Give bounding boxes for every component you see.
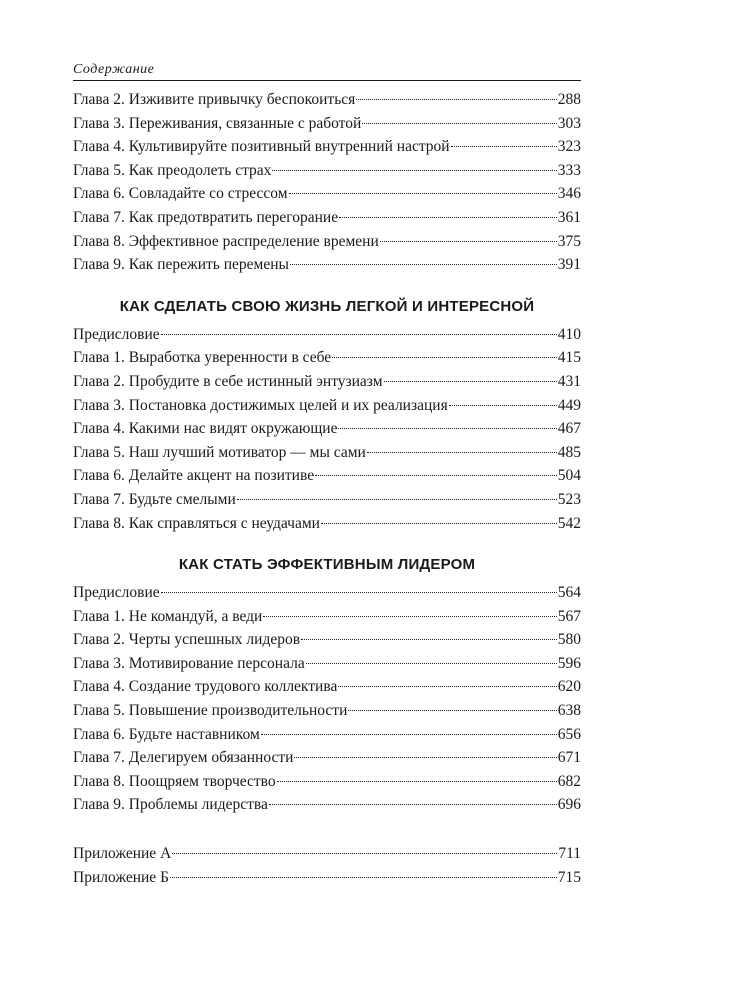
dot-leader [315, 475, 557, 476]
toc-entry-title: Глава 7. Как предотвратить перегорание [73, 208, 339, 226]
dot-leader [261, 734, 557, 735]
toc-entry-page: 564 [557, 584, 581, 602]
toc-entry-title: Глава 3. Переживания, связанные с работой [73, 114, 362, 132]
dot-leader [161, 592, 557, 593]
toc-entry-title: Глава 1. Выработка уверенности в себе [73, 349, 332, 367]
toc-entry-page: 415 [557, 349, 581, 367]
toc-entry-page: 682 [557, 772, 581, 790]
toc-list-appendices [73, 842, 581, 889]
toc-entry-page: 567 [557, 607, 581, 625]
dot-leader [301, 639, 557, 640]
toc-entry-title: Приложение А [73, 845, 172, 863]
toc-entry[interactable] [73, 394, 581, 418]
dot-leader [289, 193, 557, 194]
toc-entry-page: 346 [557, 185, 581, 203]
dot-leader [356, 99, 556, 100]
dot-leader [321, 523, 557, 524]
dot-leader [237, 499, 557, 500]
toc-entry-title: Глава 2. Изживите привычку беспокоиться [73, 91, 356, 108]
dot-leader [170, 877, 557, 878]
toc-entry-page: 288 [557, 91, 581, 108]
toc-entry[interactable] [73, 370, 581, 394]
toc-entry-title: Глава 5. Наш лучший мотиватор — мы сами [73, 443, 366, 461]
toc-entry[interactable] [73, 699, 581, 723]
dot-leader [263, 616, 556, 617]
toc-entry-title: Глава 6. Совладайте со стрессом [73, 185, 288, 203]
dot-leader [362, 123, 556, 124]
toc-entry[interactable] [73, 417, 581, 441]
toc-entry-title: Глава 8. Поощряем творчество [73, 772, 276, 790]
toc-entry-page: 656 [557, 725, 581, 743]
toc-entry-page: 715 [557, 868, 581, 886]
section-heading: КАК СДЕЛАТЬ СВОЮ ЖИЗНЬ ЛЕГКОЙ И ИНТЕРЕСНОЙ [119, 297, 535, 315]
toc-entry[interactable] [73, 159, 581, 183]
running-head: Содержание [73, 60, 581, 81]
toc-entry[interactable] [73, 628, 581, 652]
toc-entry-title: Глава 4. Создание трудового коллектива [73, 678, 338, 696]
dot-leader [269, 804, 557, 805]
toc-entry[interactable] [73, 866, 581, 890]
toc-entry-page: 596 [557, 654, 581, 672]
toc-entry[interactable] [73, 88, 581, 112]
toc-entry-title: Глава 8. Как справляться с неудачами [73, 514, 320, 532]
toc-entry-page: 303 [557, 114, 581, 132]
toc-entry-page: 391 [557, 256, 581, 274]
dot-leader [338, 686, 556, 687]
toc-entry[interactable] [73, 206, 581, 230]
toc-entry-title: Предисловие [73, 584, 160, 602]
toc-entry[interactable] [73, 346, 581, 370]
toc-entry-page: 504 [557, 467, 581, 485]
toc-entry-title: Глава 6. Будьте наставником [73, 725, 260, 743]
dot-leader [380, 241, 557, 242]
toc-entry[interactable] [73, 323, 581, 347]
toc-entry-page: 333 [557, 161, 581, 179]
toc-entry-title: Глава 5. Как преодолеть страх [73, 161, 272, 179]
dot-leader [161, 334, 557, 335]
toc-entry-page: 449 [557, 396, 581, 414]
dot-leader [332, 357, 557, 358]
toc-entry-title: Глава 7. Будьте смелыми [73, 490, 236, 508]
dot-leader [367, 452, 557, 453]
dot-leader [338, 428, 556, 429]
toc-entry-title: Глава 4. Какими нас видят окружающие [73, 420, 338, 438]
dot-leader [306, 663, 557, 664]
toc-entry[interactable] [73, 112, 581, 136]
toc-entry-page: 431 [557, 372, 581, 390]
toc-entry-title: Глава 8. Эффективное распределение времени [73, 232, 379, 250]
toc-entry[interactable] [73, 512, 581, 536]
toc-entry[interactable] [73, 581, 581, 605]
toc-entry[interactable] [73, 441, 581, 465]
toc-entry-title: Предисловие [73, 325, 160, 343]
dot-leader [348, 710, 556, 711]
toc-entry-title: Глава 3. Мотивирование персонала [73, 654, 305, 672]
dot-leader [451, 146, 557, 147]
toc-page [73, 60, 581, 889]
toc-list-section2 [73, 581, 581, 817]
toc-entry-page: 638 [557, 702, 581, 720]
toc-list-section1 [73, 323, 581, 535]
toc-entry-page: 323 [557, 138, 581, 156]
toc-entry-title: Глава 5. Повышение производительности [73, 702, 348, 720]
toc-entry[interactable] [73, 230, 581, 254]
toc-entry[interactable] [73, 746, 581, 770]
toc-entry-title: Глава 2. Черты успешных лидеров [73, 631, 301, 649]
toc-entry[interactable] [73, 253, 581, 277]
toc-entry[interactable] [73, 182, 581, 206]
toc-entry-title: Глава 3. Постановка достижимых целей и их реализация [73, 396, 448, 414]
toc-entry-page: 711 [558, 845, 581, 863]
toc-entry-page: 542 [557, 514, 581, 532]
toc-entry-page: 375 [557, 232, 581, 250]
toc-entry-page: 580 [557, 631, 581, 649]
toc-entry-title: Глава 9. Как пережить перемены [73, 256, 289, 274]
toc-entry[interactable] [73, 488, 581, 512]
dot-leader [339, 217, 557, 218]
toc-entry[interactable] [73, 135, 581, 159]
toc-entry[interactable] [73, 675, 581, 699]
toc-entry-title: Глава 9. Проблемы лидерства [73, 796, 268, 814]
dot-leader [172, 853, 557, 854]
toc-entry-page: 361 [557, 208, 581, 226]
toc-entry-page: 485 [557, 443, 581, 461]
toc-entry[interactable] [73, 652, 581, 676]
toc-entry[interactable] [73, 793, 581, 817]
toc-entry-page: 671 [557, 749, 581, 767]
toc-entry-title: Глава 6. Делайте акцент на позитиве [73, 467, 315, 485]
dot-leader [272, 170, 556, 171]
dot-leader [449, 405, 557, 406]
dot-leader [384, 381, 557, 382]
dot-leader [290, 264, 557, 265]
dot-leader [294, 757, 556, 758]
toc-entry-page: 467 [557, 420, 581, 438]
toc-entry[interactable] [73, 464, 581, 488]
toc-entry[interactable] [73, 842, 581, 866]
toc-entry-title: Приложение Б [73, 868, 169, 886]
toc-entry[interactable] [73, 605, 581, 629]
section-heading: КАК СТАТЬ ЭФФЕКТИВНЫМ ЛИДЕРОМ [178, 556, 476, 574]
toc-entry-page: 410 [557, 325, 581, 343]
toc-entry-page: 523 [557, 490, 581, 508]
toc-entry-page: 620 [557, 678, 581, 696]
toc-entry-page: 696 [557, 796, 581, 814]
dot-leader [277, 781, 557, 782]
toc-entry-title: Глава 2. Пробудите в себе истинный энтузиазм [73, 372, 383, 390]
toc-entry[interactable] [73, 723, 581, 747]
toc-list-block0 [73, 88, 581, 277]
toc-entry-title: Глава 4. Культивируйте позитивный внутренний настрой [73, 138, 450, 156]
toc-entry-title: Глава 1. Не командуй, а веди [73, 607, 263, 625]
toc-entry-title: Глава 7. Делегируем обязанности [73, 749, 294, 767]
toc-entry[interactable] [73, 770, 581, 794]
